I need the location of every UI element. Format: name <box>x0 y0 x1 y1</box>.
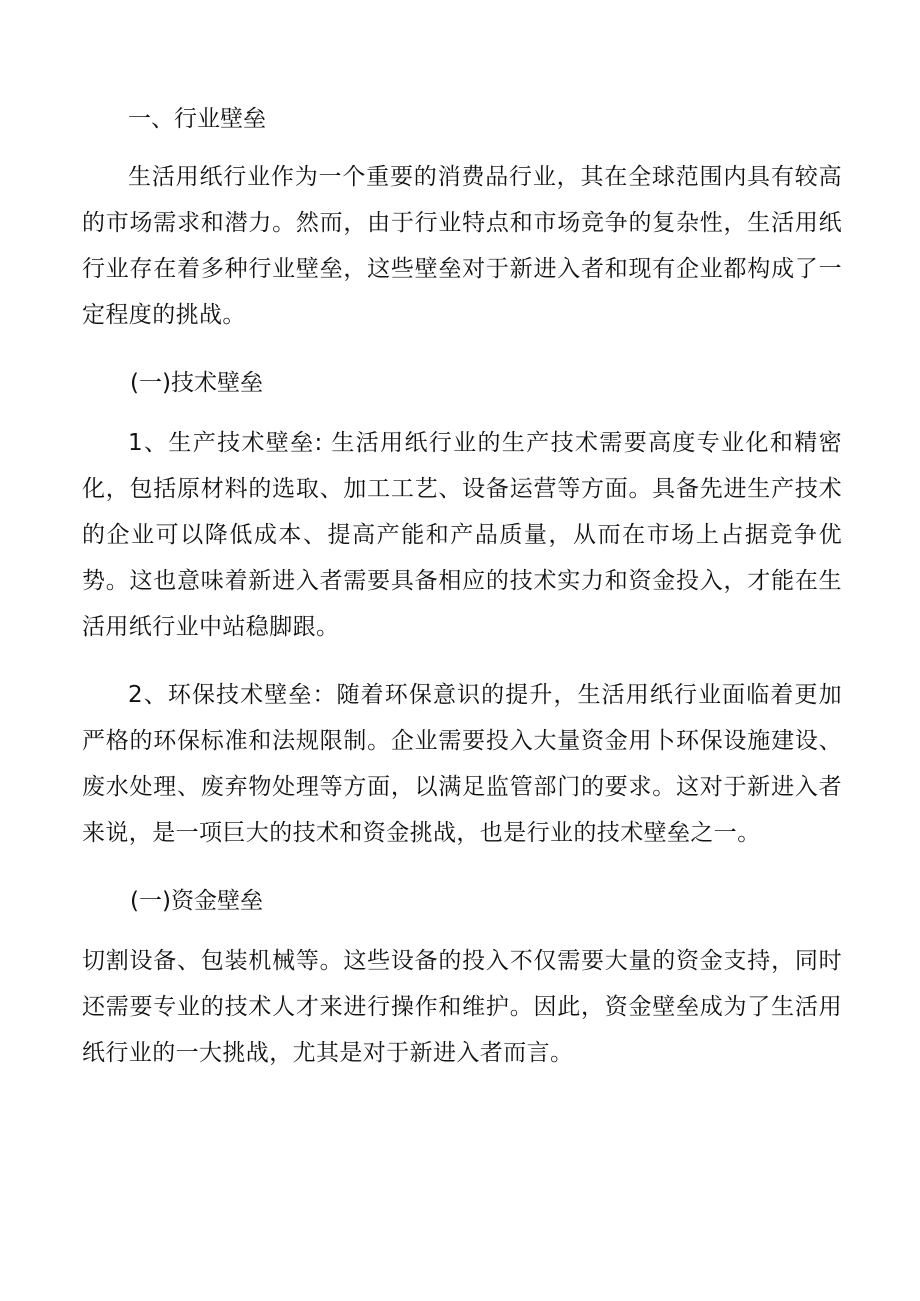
section-heading-industry-barriers: 一、行业壁垒 <box>128 106 266 132</box>
production-technology-paragraph: 1、生产技术壁垒: 生活用纸行业的生产技术需要高度专业化和精密化，包括原材料的选取、加工工艺、设备运营等方面。具备先进生产技术的企业可以降低成本、提高产能和产品质量，从而在市场上占据竞争优势。这也意味着新进入者需要具备相应的技术实力和资金投入，才能在生活用纸行业中站稳脚跟。 <box>82 430 842 640</box>
intro-paragraph: 生活用纸行业作为一个重要的消费品行业，其在全球范围内具有较高的市场需求和潜力。然而，由于行业特点和市场竞争的复杂性，生活用纸行业存在着多种行业壁垒，这些壁垒对于新进入者和现有企业都构成了一定程度的挑战。 <box>82 164 842 328</box>
subsection-heading-capital-barriers: (一)资金壁垒 <box>130 888 263 914</box>
capital-barrier-paragraph: 切割设备、包装机械等。这些设备的投入不仅需要大量的资金支持，同时还需要专业的技术人才来进行操作和维护。因此，资金壁垒成为了生活用纸行业的一大挑战，尤其是对于新进入者而言。 <box>82 948 842 1066</box>
subsection-heading-technology-barriers: (一)技术壁垒 <box>130 370 263 396</box>
document-body <box>82 96 842 1098</box>
environmental-technology-paragraph: 2、环保技术壁垒：随着环保意识的提升，生活用纸行业面临着更加严格的环保标准和法规限制。企业需要投入大量资金用卜环保设施建设、废水处理、废弃物处理等方面，以满足监管部门的要求。这对于新进入者来说，是一项巨大的技术和资金挑战，也是行业的技术壁垒之一。 <box>82 682 842 846</box>
